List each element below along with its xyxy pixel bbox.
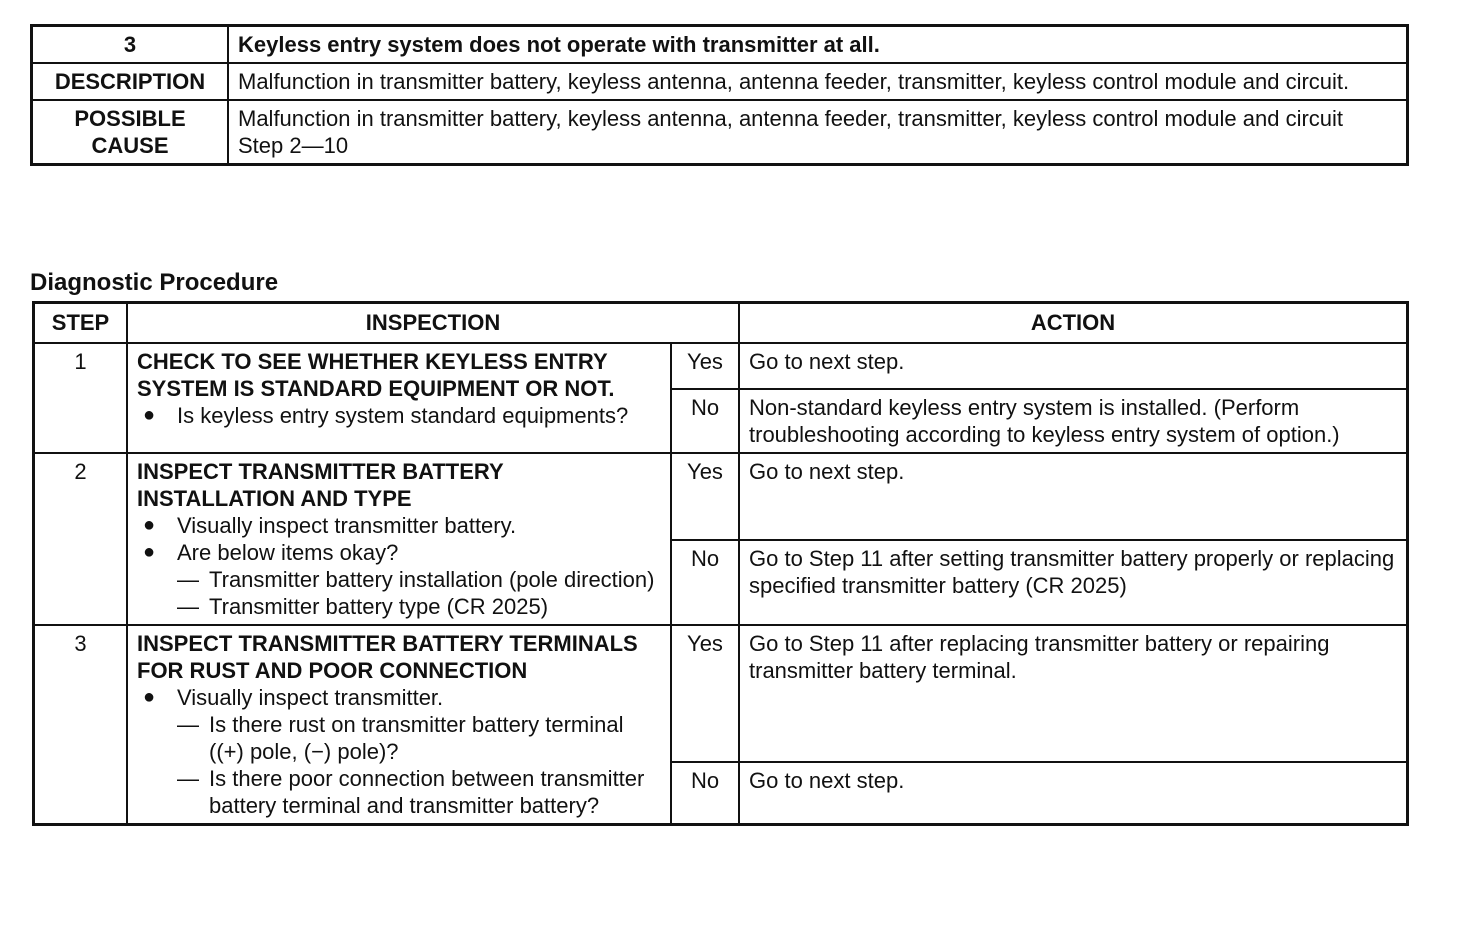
- diagnostic-procedure-table: [32, 301, 1409, 826]
- procedure-heading: Diagnostic Procedure: [30, 269, 279, 296]
- step-2-subitems: [177, 566, 661, 620]
- possible-cause-text: Malfunction in transmitter battery, keyless antenna, antenna feeder, transmitter, keyless control module and circuit: [238, 106, 1344, 131]
- description-text: Malfunction in transmitter battery, keyless antenna, antenna feeder, transmitter, keyless control module and circuit.: [228, 63, 1408, 100]
- step-1-number: 1: [34, 343, 128, 453]
- step-2-title: INSPECT TRANSMITTER BATTERY INSTALLATION AND TYPE: [137, 459, 504, 511]
- step-2-yes-action: Go to next step.: [739, 453, 1408, 540]
- step-2-inspection: [127, 453, 671, 625]
- step-1-yes-label: Yes: [671, 343, 739, 389]
- step-3-yes-label: Yes: [671, 625, 739, 762]
- possible-cause-cell: [228, 100, 1408, 165]
- step-3-yes-action: Go to Step 11 after replacing transmitter battery or repairing transmitter battery terminal.: [739, 625, 1408, 762]
- header-row: [34, 303, 1408, 344]
- header-step: STEP: [34, 303, 128, 344]
- step-2-no-action: Go to Step 11 after setting transmitter battery properly or replacing specified transmitter battery (CR 2025): [739, 540, 1408, 625]
- possible-cause-row: [32, 100, 1408, 165]
- step-2-bullet-1: ● Visually inspect transmitter battery.: [137, 512, 661, 539]
- step-2-yes-label: Yes: [671, 453, 739, 540]
- possible-cause-step: Step 2—10: [238, 133, 349, 158]
- step-1-title: CHECK TO SEE WHETHER KEYLESS ENTRY SYSTEM IS STANDARD EQUIPMENT OR NOT.: [137, 349, 615, 401]
- step-3-title: INSPECT TRANSMITTER BATTERY TERMINALS FOR RUST AND POOR CONNECTION: [137, 631, 638, 683]
- possible-cause-label: [32, 100, 229, 165]
- possible-cause-label-line1: POSSIBLE: [74, 106, 186, 131]
- step-3-bullet-1-text: Visually inspect transmitter.: [177, 685, 444, 710]
- step-3-inspection: [127, 625, 671, 825]
- step-2-yes-row: [34, 453, 1408, 540]
- step-3-subitem-2: — Is there poor connection between transmitter battery terminal and transmitter battery?: [177, 765, 661, 819]
- step-3-no-label: No: [671, 762, 739, 825]
- step-3-subitems: [177, 711, 661, 819]
- step-2-subitem-1: — Transmitter battery installation (pole direction): [177, 566, 661, 593]
- symptom-title: Keyless entry system does not operate with transmitter at all.: [228, 26, 1408, 64]
- step-3-bullet-1: [137, 684, 661, 819]
- header-action: ACTION: [739, 303, 1408, 344]
- step-3-number: 3: [34, 625, 128, 825]
- step-2-number: 2: [34, 453, 128, 625]
- description-label: DESCRIPTION: [32, 63, 229, 100]
- step-2-bullets: [137, 512, 661, 620]
- step-2-bullet-2-text: Are below items okay?: [177, 540, 399, 565]
- step-2-no-label: No: [671, 540, 739, 625]
- step-2-subitem-2: — Transmitter battery type (CR 2025): [177, 593, 661, 620]
- step-1-inspection: [127, 343, 671, 453]
- description-row: [32, 63, 1408, 100]
- step-3-subitem-1: — Is there rust on transmitter battery terminal ((+) pole, (−) pole)?: [177, 711, 661, 765]
- step-1-no-action: Non-standard keyless entry system is installed. (Perform troubleshooting according to keyless entry system of option.): [739, 389, 1408, 453]
- step-1-bullet-1: ● Is keyless entry system standard equipments?: [137, 402, 661, 429]
- symptom-title-row: [32, 26, 1408, 64]
- step-3-no-action: Go to next step.: [739, 762, 1408, 825]
- symptom-number: 3: [32, 26, 229, 64]
- possible-cause-label-line2: CAUSE: [91, 133, 169, 158]
- step-1-no-label: No: [671, 389, 739, 453]
- step-3-bullets: [137, 684, 661, 819]
- step-1-bullets: [137, 402, 661, 429]
- step-2-bullet-2: [137, 539, 661, 620]
- step-1-yes-row: [34, 343, 1408, 389]
- header-inspection: INSPECTION: [127, 303, 739, 344]
- step-1-yes-action: Go to next step.: [739, 343, 1408, 389]
- symptom-table: [30, 24, 1409, 166]
- step-3-yes-row: [34, 625, 1408, 762]
